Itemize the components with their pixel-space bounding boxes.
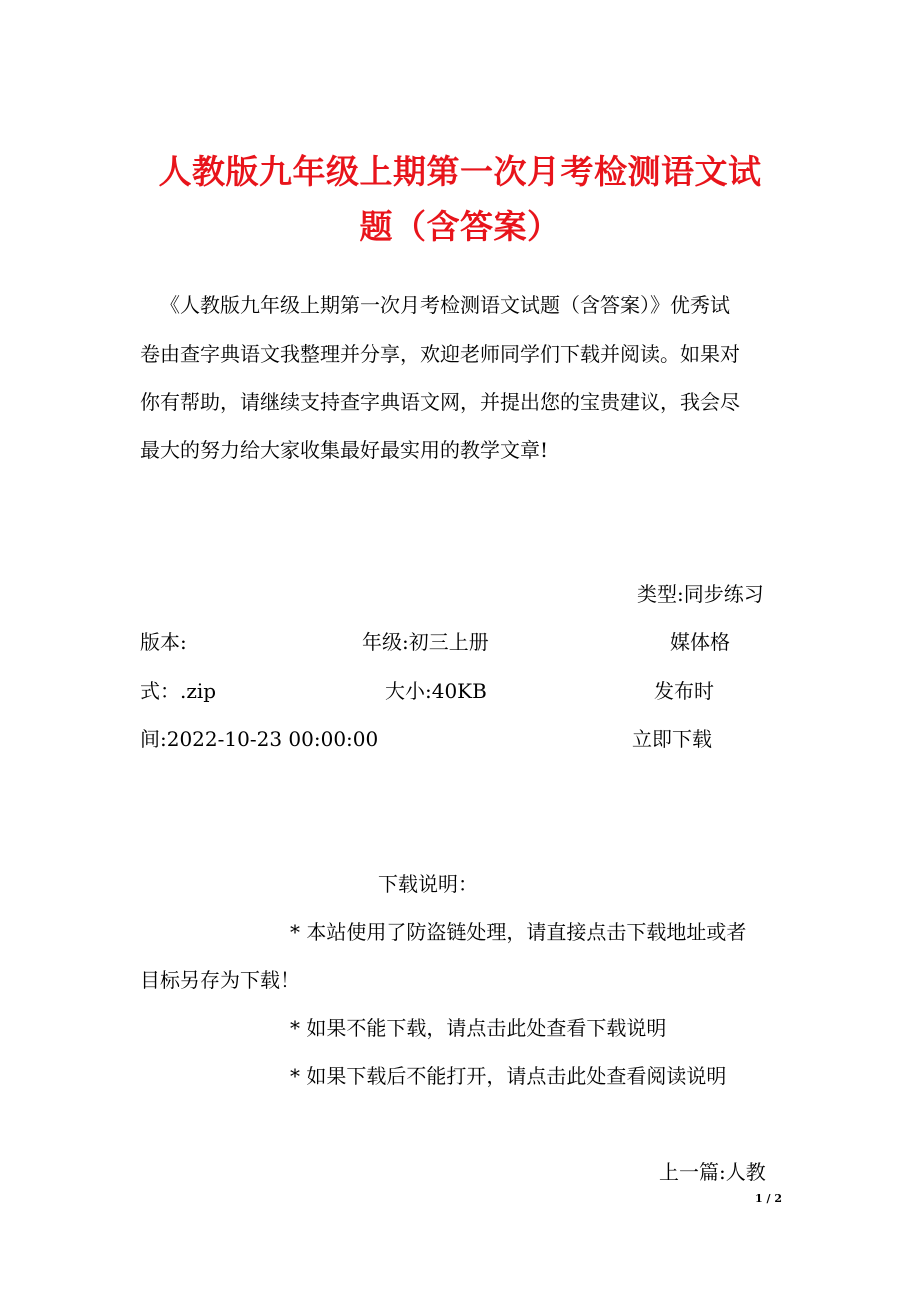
download-notes-heading: 下载说明： xyxy=(378,872,478,896)
page-title-line-2: 题（含答案） xyxy=(359,207,561,246)
meta-publish-part2: 间:2022-10-23 00:00:00 xyxy=(140,727,379,751)
meta-format-part1: 媒体格 xyxy=(670,630,730,654)
download-note-1-line-2: 目标另存为下载！ xyxy=(140,968,300,992)
intro-line: 《人教版九年级上期第一次月考检测语文试题（含答案）》优秀试 xyxy=(160,293,730,317)
meta-grade: 年级:初三上册 xyxy=(362,630,489,654)
meta-publish-part1: 发布时 xyxy=(654,679,714,703)
download-note-1-line-1: * 本站使用了防盗链处理，请直接点击下载地址或者 xyxy=(290,920,747,944)
meta-size: 大小:40KB xyxy=(385,679,487,703)
download-now-link[interactable]: 立即下载 xyxy=(632,727,712,751)
intro-line: 最大的努力给大家收集最好最实用的教学文章! xyxy=(140,438,549,462)
meta-format-part2: 式：.zip xyxy=(140,679,217,703)
page-number: 1 / 2 xyxy=(755,1192,782,1205)
page-title-line-1: 人教版九年级上期第一次月考检测语文试 xyxy=(158,152,762,191)
intro-line: 卷由查字典语文我整理并分享，欢迎老师同学们下载并阅读。如果对 xyxy=(140,342,740,366)
download-note-2[interactable]: * 如果不能下载，请点击此处查看下载说明 xyxy=(290,1016,667,1040)
intro-line: 你有帮助，请继续支持查字典语文网，并提出您的宝贵建议，我会尽 xyxy=(140,390,740,414)
meta-type: 类型:同步练习 xyxy=(637,582,764,606)
meta-version: 版本: xyxy=(140,630,187,654)
previous-article-link[interactable]: 上一篇:人教 xyxy=(659,1160,766,1184)
download-note-3[interactable]: * 如果下载后不能打开，请点击此处查看阅读说明 xyxy=(290,1064,727,1088)
